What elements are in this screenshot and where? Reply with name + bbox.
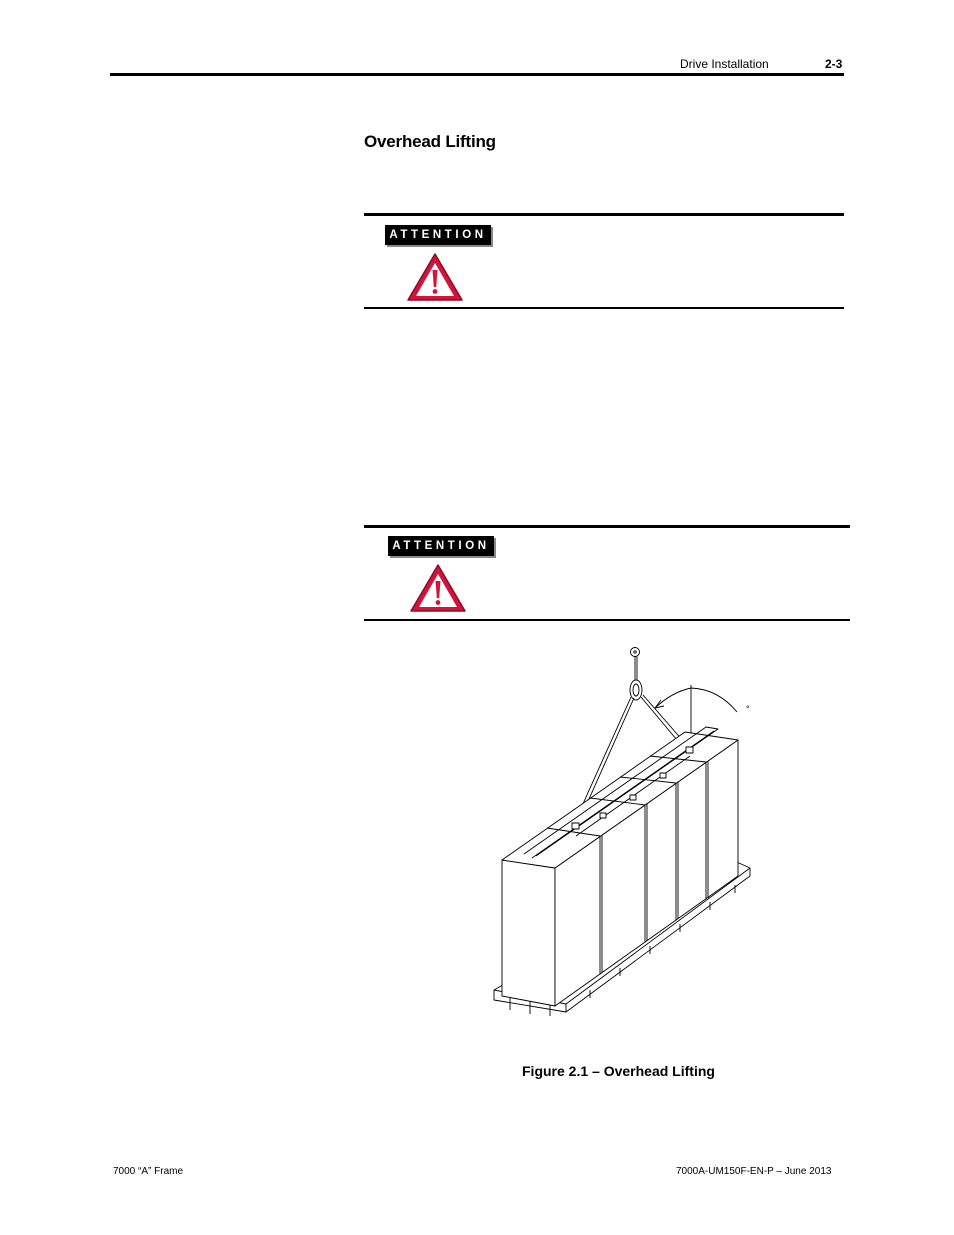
- attention-1-label: ATTENTION: [385, 225, 491, 245]
- running-header-section: Drive Installation: [680, 57, 769, 71]
- page-number: 2-3: [825, 57, 843, 71]
- attention-2-label: ATTENTION: [388, 536, 494, 556]
- attention-1-bottom-rule: [364, 307, 844, 309]
- footer-left: 7000 “A” Frame: [113, 1166, 184, 1177]
- angle-degree-mark: °: [746, 704, 750, 714]
- attention-2-bottom-rule: [364, 619, 850, 621]
- footer-right: 7000A-UM150F-EN-P – June 2013: [676, 1166, 832, 1177]
- section-title: Overhead Lifting: [364, 132, 496, 151]
- overhead-lifting-illustration: [480, 640, 780, 1035]
- attention-1-top-rule: [364, 213, 844, 216]
- attention-2-top-rule: [364, 525, 850, 528]
- header-rule: [110, 73, 844, 76]
- warning-triangle-icon: [408, 562, 468, 614]
- figure-caption: Figure 2.1 – Overhead Lifting: [522, 1063, 715, 1079]
- warning-triangle-icon: [405, 251, 465, 303]
